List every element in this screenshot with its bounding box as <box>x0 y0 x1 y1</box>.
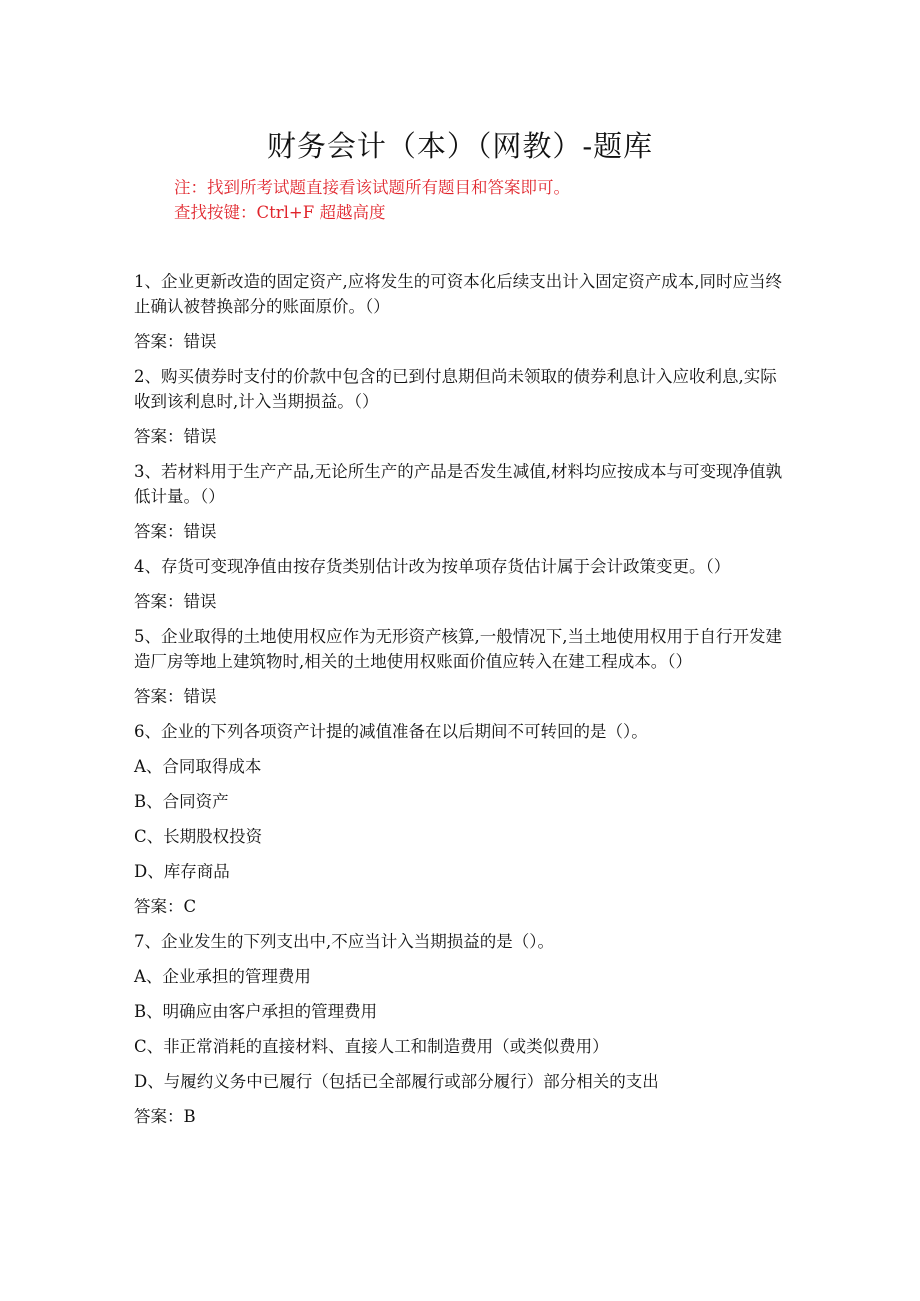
question-text: 6、企业的下列各项资产计提的减值准备在以后期间不可转回的是（）。 <box>134 722 648 741</box>
option-b: B、明确应由客户承担的管理费用 <box>134 1002 378 1021</box>
question-5 <box>134 624 784 709</box>
option-c: C、长期股权投资 <box>134 827 263 846</box>
question-2 <box>134 364 784 449</box>
option-a: A、企业承担的管理费用 <box>134 967 311 986</box>
question-answer: 答案：错误 <box>134 427 217 446</box>
search-shortcut-note: 查找按键：Ctrl+F 超越高度 <box>174 203 386 222</box>
question-1 <box>134 269 784 354</box>
option-a: A、合同取得成本 <box>134 757 262 776</box>
question-7 <box>134 929 784 1129</box>
question-answer: 答案：错误 <box>134 332 217 351</box>
question-answer: 答案：B <box>134 1107 196 1126</box>
option-c: C、非正常消耗的直接材料、直接人工和制造费用（或类似费用） <box>134 1037 609 1056</box>
question-text: 1、企业更新改造的固定资产,应将发生的可资本化后续支出计入固定资产成本,同时应当终止确认被替换部分的账面原价。（） <box>134 272 782 316</box>
question-text: 7、企业发生的下列支出中,不应当计入当期损益的是（）。 <box>134 932 554 951</box>
question-text: 5、企业取得的土地使用权应作为无形资产核算,一般情况下,当土地使用权用于自行开发建造厂房等地上建筑物时,相关的土地使用权账面价值应转入在建工程成本。（） <box>134 627 782 671</box>
question-text: 3、若材料用于生产产品,无论所生产的产品是否发生减值,材料均应按成本与可变现净值孰低计量。（） <box>134 462 782 506</box>
option-d: D、与履约义务中已履行（包括已全部履行或部分履行）部分相关的支出 <box>134 1072 659 1091</box>
question-6 <box>134 719 784 919</box>
question-text: 2、购买债券时支付的价款中包含的已到付息期但尚未领取的债券利息计入应收利息,实际收到该利息时,计入当期损益。（） <box>134 367 777 411</box>
option-b: B、合同资产 <box>134 792 229 811</box>
question-answer: 答案：错误 <box>134 592 217 611</box>
page-title: 财务会计（本）（网教）-题库 <box>266 129 654 163</box>
search-note: 注：找到所考试题直接看该试题所有题目和答案即可。 <box>174 178 570 197</box>
question-4 <box>134 554 784 614</box>
question-list <box>134 269 784 1139</box>
question-answer: 答案：错误 <box>134 687 217 706</box>
question-3 <box>134 459 784 544</box>
question-text: 4、存货可变现净值由按存货类别估计改为按单项存货估计属于会计政策变更。（） <box>134 557 731 576</box>
option-d: D、库存商品 <box>134 862 230 881</box>
question-answer: 答案：错误 <box>134 522 217 541</box>
question-answer: 答案：C <box>134 897 197 916</box>
